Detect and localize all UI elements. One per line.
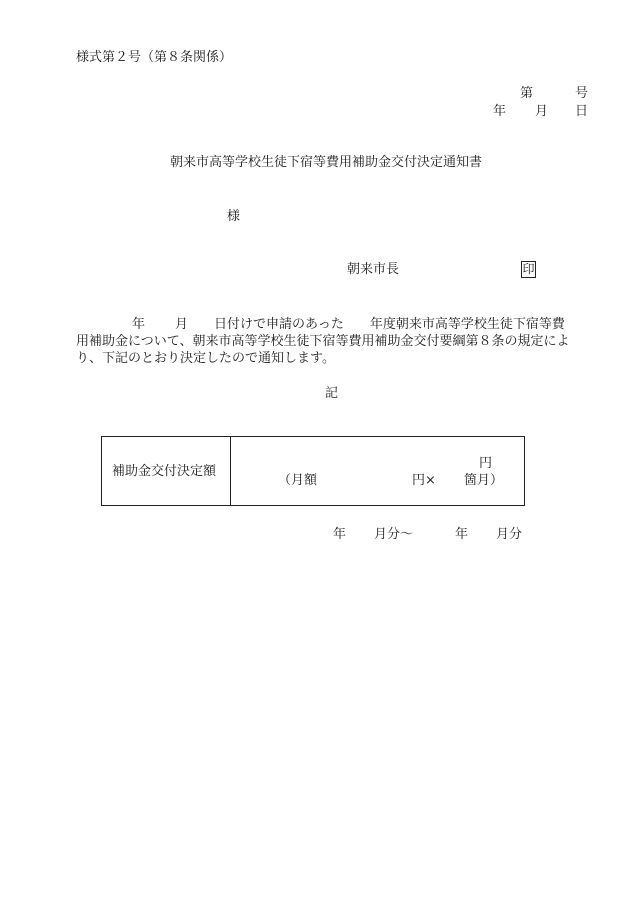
document-title: 朝来市高等学校生徒下宿等費用補助金交付決定通知書	[170, 155, 483, 170]
grant-amount-table	[101, 436, 525, 506]
table-divider	[230, 437, 231, 505]
body-month: 月	[175, 317, 189, 332]
body-line-1-rest: 日付けで申請のあった 年度朝来市高等学校生徒下宿等費	[214, 317, 565, 332]
body-line-2: 用補助金について、朝来市高等学校生徒下宿等費用補助金交付要綱第８条の規定によ	[76, 334, 570, 349]
ki-heading: 記	[325, 386, 339, 401]
date-day: 日	[575, 104, 589, 119]
grant-amount-yen: 円	[479, 456, 493, 471]
grant-amount-label: 補助金交付決定額	[112, 464, 217, 479]
body-line-3: り、下記のとおり決定したので通知します。	[76, 351, 335, 366]
issuer-name: 朝来市長	[347, 262, 400, 277]
monthly-yen-times: 円×	[412, 473, 436, 488]
monthly-amount-open: （月額	[278, 473, 318, 488]
period-end-month: 月分	[496, 527, 523, 542]
body-year: 年	[132, 317, 146, 332]
period-start-year: 年	[333, 527, 347, 542]
period-start-month: 月分～	[374, 527, 414, 542]
period-end-year: 年	[455, 527, 469, 542]
date-year: 年	[493, 104, 507, 119]
notice-body	[76, 316, 590, 367]
doc-number-prefix: 第	[520, 86, 534, 101]
doc-number-suffix: 号	[575, 86, 589, 101]
body-line-1	[76, 316, 590, 333]
seal-mark: 印	[522, 262, 535, 276]
recipient-honorific: 様	[227, 209, 241, 224]
months-close: 箇月）	[464, 473, 504, 488]
form-number: 様式第２号（第８条関係）	[76, 50, 233, 65]
date-month: 月	[535, 104, 549, 119]
